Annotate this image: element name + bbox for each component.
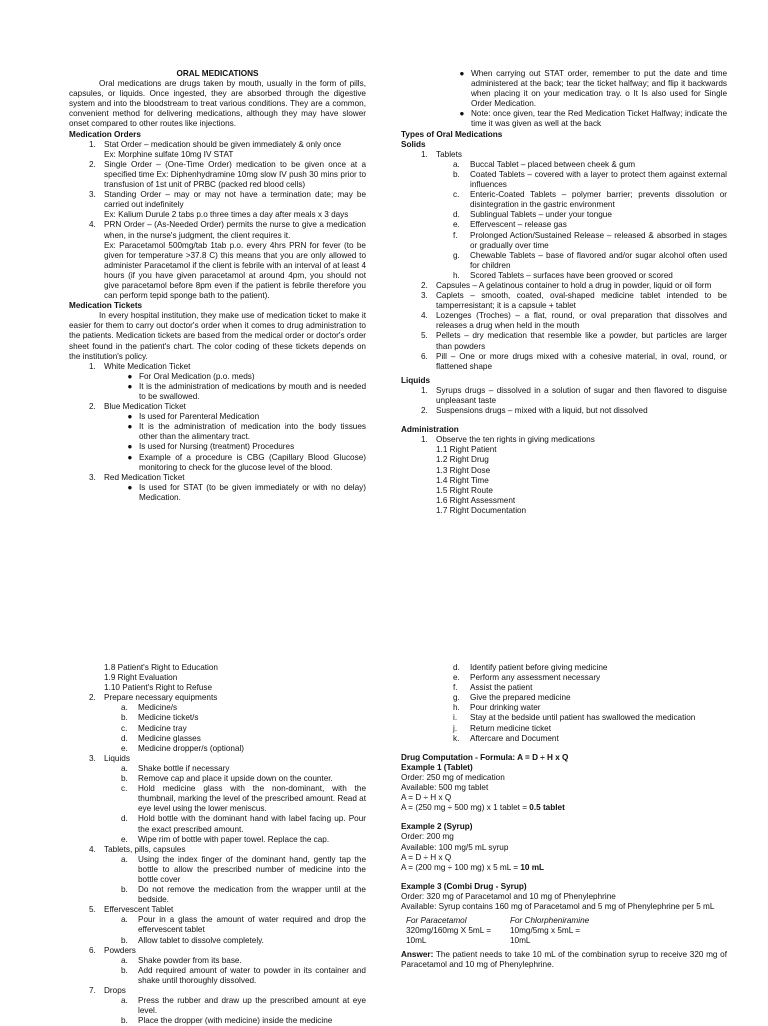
sub-item: b. Coated Tablets – covered with a layer to protect them against external influences (453, 169, 727, 190)
example-1-title: Example 1 (Tablet) (401, 762, 473, 772)
section-heading-types: Types of Oral Medications (401, 129, 503, 139)
right-item: 1.9 Right Evaluation (104, 673, 178, 683)
right-item: 1.4 Right Time (436, 475, 489, 485)
right-item: 1.10 Patient's Right to Refuse (104, 683, 213, 693)
list-item: 5. Effervescent Tablet (89, 905, 174, 915)
example-line: A = D ÷ H x Q (401, 852, 452, 862)
sub-item: b. Medicine ticket/s (121, 713, 199, 723)
sub-item: i. Stay at the bedside until patient has swallowed the medication (453, 713, 696, 723)
example-result: 10 mL (520, 862, 544, 872)
example-line: Order: 200 mg (401, 832, 454, 842)
sub-item: f. Assist the patient (453, 683, 533, 693)
sub-item: a. Pour in a glass the amount of water required and drop the effervescent tablet (121, 915, 366, 935)
sub-item: e. Perform any assessment necessary (453, 673, 601, 683)
sub-item: k. Aftercare and Document (453, 733, 559, 743)
sub-item: d. Identify patient before giving medicine (453, 663, 608, 672)
list-item: 7. Drops (89, 986, 126, 995)
top-left-column (69, 69, 366, 503)
example-3-title: Example 3 (Combi Drug - Syrup) (401, 881, 527, 891)
list-item: 3. Caplets – smooth, coated, oval-shaped medicine tablet intended to be tamperresistant; it is a capsule + tablet (421, 291, 727, 311)
chlorpheniramine-computation: For Chlorpheniramine 10mg/5mg x 5mL = 10mL (510, 916, 590, 946)
example-line: Order: 320 mg of Paracetamol and 10 mg of Phenylephrine (401, 891, 616, 901)
bullet-item: ● It is the administration of medication into the body tissues other than the alimentary tract. (127, 422, 366, 442)
list-item: 2. Capsules – A gelatinous container to hold a drug in powder, liquid or oil form (421, 280, 712, 290)
example-line: Available: 100 mg/5 mL syrup (401, 842, 509, 852)
right-item: 1.8 Patient's Right to Education (104, 663, 218, 672)
bullet-item: ● Is used for STAT (to be given immediately or with no delay) Medication. (127, 482, 366, 502)
answer-paragraph: Answer: The patient needs to take 10 mL of the combination syrup to receive 320 mg of Paracetamol and 10 mg of Phenylephrine. (401, 950, 727, 970)
sub-item: f. Prolonged Action/Sustained Release – released & absorbed in stages or gradually over time (453, 230, 727, 250)
bullet-item: ● Is used for Nursing (treatment) Procedures (127, 442, 295, 452)
ticket-item: 1. White Medication Ticket (89, 361, 191, 371)
bullet-item: ● It is the administration of medications by mouth and is needed to be swallowed. (127, 381, 366, 401)
list-item: 2. Suspensions drugs – mixed with a liquid, but not dissolved (421, 406, 648, 416)
sub-item: e. Effervescent – release gas (453, 220, 567, 230)
sub-item: d. Hold bottle with the dominant hand with label facing up. Pour the exact prescribed amount. (121, 814, 366, 834)
right-item: 1.2 Right Drug (436, 455, 489, 465)
example-calc: A = (200 mg ÷ 100 mg) x 5 mL = 10 mL (401, 862, 544, 872)
list-item: 5. Pellets – dry medication that resemble like a powder, but particles are larger than powders (421, 331, 727, 351)
sub-item: b. Place the dropper (with medicine) inside the medicine (121, 1016, 333, 1026)
right-item: 1.3 Right Dose (436, 465, 491, 475)
sub-item: b. Do not remove the medication from the wrapper until at the bedside. (121, 885, 366, 905)
order-item: 4. PRN Order – (As-Needed Order) permits the nurse to give a medication when, in the nurse's judgment, the client requires it. Ex: Paracetamol 500mg/tab 1tab p.o. every 4hrs PRN for fever (to be given for temperature >37.8 C) this means that you are only allowed to administer Paracetamol if the client is febrile with an interval of at least 4 hours (if you have given paracetamol at around 4pm, you should not give paracetamol before 8pm even if the patient is febrile therefore you can perform tepid sponge bath to the patient). (89, 220, 366, 301)
section-heading-medication-tickets: Medication Tickets (69, 301, 143, 311)
bullet-item: ● Example of a procedure is CBG (Capillary Blood Glucose) monitoring to check for the glucose level of the blood. (127, 452, 366, 472)
tickets-paragraph: In every hospital institution, they make use of medication ticket to make it easier for them to carry out doctor's order when it comes to drug administration to the patients. Medication tickets are based from the medical order or doctor's order sheet found in the patient's chart. The color coding of these tickets depends on the institution's policy. (69, 311, 366, 361)
sub-item: b. Allow tablet to dissolve completely. (121, 935, 264, 945)
sub-item: a. Using the index finger of the dominant hand, gently tap the bottle to allow the prescribed number of medicine into the bottle cover (121, 854, 366, 884)
example-line: A = D ÷ H x Q (401, 793, 452, 803)
right-item: 1.1 Right Patient (436, 445, 497, 455)
list-item: 6. Pill – One or more drugs mixed with a cohesive material, in oval, round, or flattened shape (421, 351, 727, 371)
sub-item: c. Hold medicine glass with the non-dominant, with the thumbnail, marking the level of the prescribed amount. Read at eye level using the lower meniscus. (121, 784, 367, 814)
list-item: 1. Syrups drugs – dissolved in a solution of sugar and then flavored to disguise unpleasant taste (421, 385, 727, 405)
sub-item: c. Medicine tray (121, 723, 187, 733)
right-item: 1.5 Right Route (436, 485, 493, 495)
sub-item: b. Add required amount of water to powder in its container and shake until thoroughly dissolved. (121, 965, 366, 985)
example-line: Available: Syrup contains 160 mg of Paracetamol and 5 mg of Phenylephrine per 5 mL (401, 901, 715, 911)
sub-item: g. Give the prepared medicine (453, 693, 571, 703)
list-item: 4. Tablets, pills, capsules (89, 844, 186, 854)
paracetamol-computation: For Paracetamol 320mg/160mg X 5mL = 10mL (406, 916, 492, 946)
order-item: 1. Stat Order – medication should be given immediately & only once Ex: Morphine sulfate 10mg IV STAT (89, 139, 342, 159)
list-item: 2. Prepare necessary equipments (89, 693, 218, 703)
bottom-right-column (401, 663, 727, 971)
sub-item: b. Remove cap and place it upside down on the counter. (121, 774, 333, 784)
ticket-item: 3. Red Medication Ticket (89, 472, 185, 482)
list-item: 6. Powders (89, 945, 136, 955)
sub-item: e. Medicine dropper/s (optional) (121, 743, 245, 753)
list-item: 1. Observe the ten rights in giving medications (421, 435, 595, 445)
sub-item: e. Wipe rim of bottle with paper towel. Replace the cap. (121, 834, 330, 844)
intro-paragraph: Oral medications are drugs taken by mouth, usually in the form of pills, capsules, or liquids. Once ingested, they are absorbed through the digestive system and into the bloodstream to treat various conditions. They are a common, convenient method for delivering medications, although they may have slower onset compared to other routes like injections. (69, 79, 366, 129)
ticket-item: 2. Blue Medication Ticket (89, 402, 186, 412)
sub-item: h. Scored Tablets – surfaces have been grooved or scored (453, 270, 673, 280)
sub-item: d. Medicine glasses (121, 733, 201, 743)
computation-columns (401, 916, 727, 946)
right-item: 1.6 Right Assessment (436, 495, 516, 505)
formula-heading: Drug Computation - Formula: A = D ÷ H x Q (401, 752, 569, 762)
list-item: 3. Liquids (89, 753, 130, 763)
sub-item: a. Shake bottle if necessary (121, 763, 230, 773)
example-calc: A = (250 mg ÷ 500 mg) x 1 tablet = 0.5 tablet (401, 803, 565, 813)
sub-item: g. Chewable Tablets – base of flavored and/or sugar alcohol often used for children (453, 250, 727, 270)
order-item: 2. Single Order – (One-Time Order) medication to be given once at a specified time Ex: Diphenhydramine 10mg slow IV push 30 mins prior to transfusion of 1st unit of PRBC (packed red blood cells) (89, 159, 366, 190)
bottom-left-column (69, 663, 366, 1026)
sub-item: a. Medicine/s (121, 703, 178, 713)
sub-item: h. Pour drinking water (453, 703, 541, 713)
sub-item: a. Press the rubber and draw up the prescribed amount at eye level. (121, 996, 366, 1016)
top-right-column (401, 69, 727, 516)
sub-item: a. Shake powder from its base. (121, 955, 242, 965)
section-heading-administration: Administration (401, 425, 459, 435)
page-title: ORAL MEDICATIONS (176, 69, 259, 78)
order-item: 3. Standing Order – may or may not have a termination date; may be carried out indefinitely Ex: Kalium Durule 2 tabs p.o three times a day after meals x 3 days (89, 190, 366, 220)
bullet-item: ● Is used for Parenteral Medication (127, 412, 260, 422)
bullet-item: ● Note: once given, tear the Red Medication Ticket Halfway; indicate the time it was given as well at the back (459, 109, 727, 129)
list-item: 1. Tablets (421, 149, 462, 159)
sub-item: j. Return medicine ticket (453, 723, 551, 733)
example-2-title: Example 2 (Syrup) (401, 822, 473, 832)
right-item: 1.7 Right Documentation (436, 505, 527, 515)
list-item: 4. Lozenges (Troches) – a flat, round, or oval preparation that dissolves and releases a drug when held in the mouth (421, 311, 727, 331)
bullet-item: ● When carrying out STAT order, remember to put the date and time administered at the back; tear the ticket halfway; and flip it backwards when placing it on your medication tray. o It Is also used for Single Order Medication. (459, 69, 727, 109)
section-heading-solids: Solids (401, 139, 426, 149)
example-line: Order: 250 mg of medication (401, 772, 505, 782)
sub-item: c. Enteric-Coated Tablets – polymer barrier; prevents dissolution or disintegration in the gastric environment (453, 190, 727, 210)
sub-item: a. Buccal Tablet – placed between cheek & gum (453, 159, 636, 169)
bullet-item: ● For Oral Medication (p.o. meds) (127, 371, 255, 381)
example-line: Available: 500 mg tablet (401, 783, 489, 793)
sub-item: d. Sublingual Tablets – under your tongue (453, 210, 612, 220)
section-heading-medication-orders: Medication Orders (69, 129, 141, 139)
section-heading-liquids: Liquids (401, 375, 431, 385)
example-result: 0.5 tablet (529, 803, 565, 813)
